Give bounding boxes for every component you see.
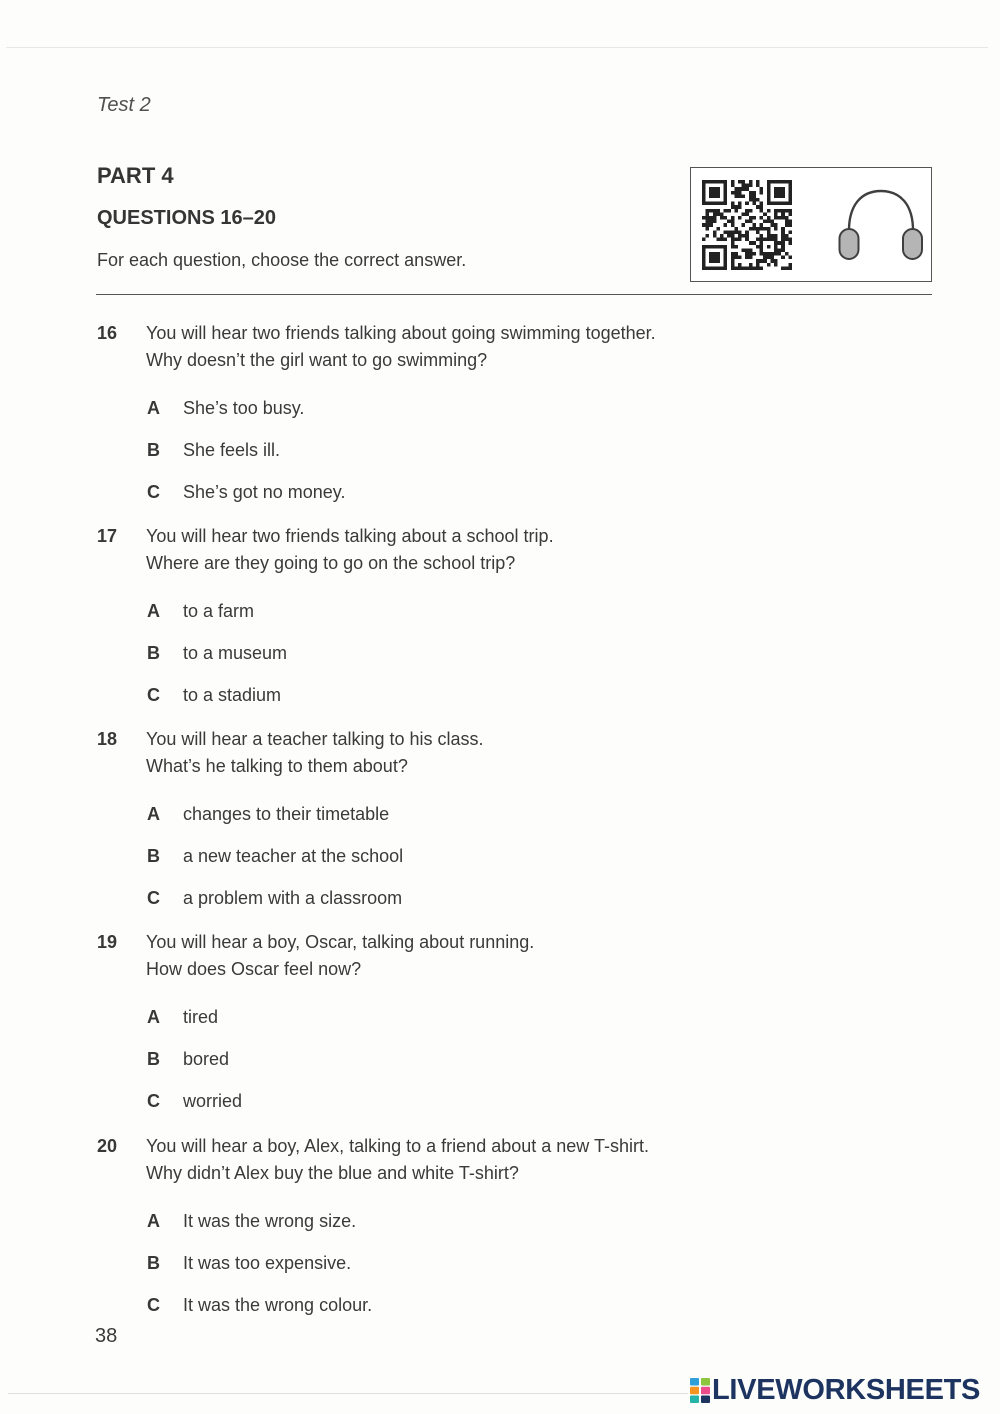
liveworksheets-logo-icon: [690, 1378, 710, 1403]
question-number: 20: [97, 1136, 118, 1156]
option-letter: B: [147, 845, 160, 866]
headphones-left-cup: [840, 229, 859, 259]
answer-option-b[interactable]: [97, 1038, 917, 1080]
option-letter: B: [147, 439, 160, 460]
question-text: Why didn’t Alex buy the blue and white T-shirt?: [146, 1163, 519, 1183]
option-letter: A: [147, 1210, 160, 1231]
answer-options: [97, 793, 917, 919]
question-text: Why doesn’t the girl want to go swimming?: [146, 350, 488, 370]
scan-edge-line: [8, 1393, 688, 1394]
option-letter: A: [147, 397, 160, 418]
question-text: How does Oscar feel now?: [146, 959, 362, 979]
question-prompt: You will hear a boy, Oscar, talking about running.: [146, 932, 535, 952]
question-item: [97, 929, 917, 1122]
liveworksheets-brand-text: LIVEWORKSHEETS: [712, 1374, 981, 1406]
option-letter: B: [147, 1048, 160, 1069]
option-letter: C: [147, 1294, 160, 1315]
option-text: It was the wrong size.: [183, 1210, 357, 1231]
answer-option-a[interactable]: [97, 387, 917, 429]
answer-option-a[interactable]: [97, 1200, 917, 1242]
option-text: a problem with a classroom: [183, 887, 403, 908]
question-header: [97, 929, 917, 983]
logo-tile: [690, 1396, 699, 1404]
answer-option-c[interactable]: [97, 1284, 917, 1326]
audio-box: [690, 167, 932, 282]
page-number: 38: [95, 1325, 118, 1347]
option-letter: C: [147, 887, 160, 908]
answer-option-b[interactable]: [97, 835, 917, 877]
question-number: 19: [97, 932, 118, 952]
answer-option-c[interactable]: [97, 674, 917, 716]
option-letter: C: [147, 481, 160, 502]
question-number: 18: [97, 729, 118, 749]
answer-option-a[interactable]: [97, 793, 917, 835]
option-letter: B: [147, 1252, 160, 1273]
headphones-right-cup: [903, 229, 922, 259]
liveworksheets-logo[interactable]: [690, 1375, 990, 1405]
question-prompt: You will hear two friends talking about a school trip.: [146, 526, 554, 546]
logo-tile: [701, 1387, 710, 1395]
logo-tile: [701, 1378, 710, 1386]
question-text: What’s he talking to them about?: [146, 756, 408, 776]
option-text: worried: [183, 1090, 243, 1111]
answer-option-c[interactable]: [97, 1080, 917, 1122]
answer-options: [97, 996, 917, 1122]
question-header: [97, 726, 917, 780]
option-letter: B: [147, 642, 160, 663]
option-letter: A: [147, 803, 160, 824]
logo-tile: [701, 1396, 710, 1404]
option-text: She feels ill.: [183, 439, 281, 460]
option-letter: A: [147, 1006, 160, 1027]
headphones-band: [849, 191, 913, 234]
option-text: She’s too busy.: [183, 397, 305, 418]
question-item: [97, 1133, 917, 1326]
option-text: to a stadium: [183, 684, 282, 705]
answer-option-a[interactable]: [97, 590, 917, 632]
answer-option-c[interactable]: [97, 471, 917, 513]
question-prompt: You will hear a teacher talking to his class.: [146, 729, 484, 749]
option-text: changes to their timetable: [183, 803, 390, 824]
question-item: [97, 320, 917, 513]
question-prompt: You will hear a boy, Alex, talking to a friend about a new T-shirt.: [146, 1136, 649, 1156]
question-number: 17: [97, 526, 118, 546]
answer-options: [97, 1200, 917, 1326]
question-prompt: You will hear two friends talking about going swimming together.: [146, 323, 656, 343]
option-text: bored: [183, 1048, 230, 1069]
question-text: Where are they going to go on the school trip?: [146, 553, 516, 573]
qr-code-icon: [702, 180, 792, 270]
option-letter: A: [147, 600, 160, 621]
logo-tile: [690, 1378, 699, 1386]
test-label: Test 2: [97, 94, 151, 116]
option-letter: C: [147, 684, 160, 705]
headphones-icon: [837, 188, 925, 262]
question-number: 16: [97, 323, 118, 343]
option-letter: C: [147, 1090, 160, 1111]
questions-range-heading: QUESTIONS 16–20: [97, 207, 276, 229]
option-text: It was too expensive.: [183, 1252, 352, 1273]
part-title: PART 4: [97, 163, 174, 188]
option-text: She’s got no money.: [183, 481, 346, 502]
answer-options: [97, 590, 917, 716]
option-text: tired: [183, 1006, 219, 1027]
question-header: [97, 523, 917, 577]
logo-tile: [690, 1387, 699, 1395]
question-item: [97, 726, 917, 919]
answer-option-b[interactable]: [97, 429, 917, 471]
question-item: [97, 523, 917, 716]
question-header: [97, 320, 917, 374]
instructions-text: For each question, choose the correct answer.: [97, 250, 467, 270]
option-text: It was the wrong colour.: [183, 1294, 373, 1315]
option-text: a new teacher at the school: [183, 845, 404, 866]
question-header: [97, 1133, 917, 1187]
answer-options: [97, 387, 917, 513]
answer-option-b[interactable]: [97, 1242, 917, 1284]
answer-option-a[interactable]: [97, 996, 917, 1038]
scan-edge-line: [6, 47, 988, 48]
section-divider: [96, 294, 932, 295]
option-text: to a museum: [183, 642, 288, 663]
answer-option-c[interactable]: [97, 877, 917, 919]
answer-option-b[interactable]: [97, 632, 917, 674]
option-text: to a farm: [183, 600, 255, 621]
